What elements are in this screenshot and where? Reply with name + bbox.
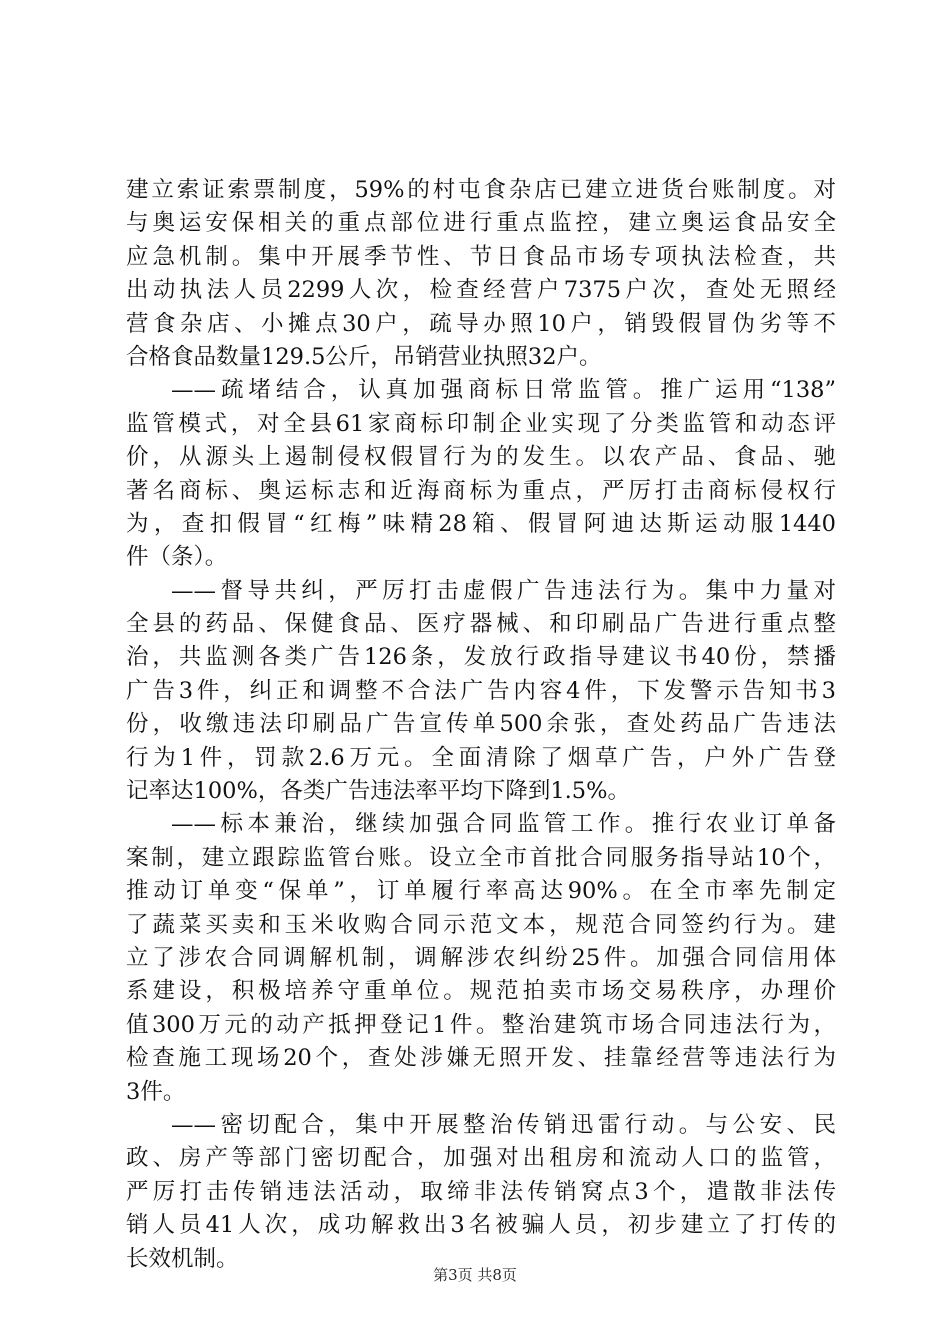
paragraph-first-line: ——密切配合，集中开展整治传销迅雷行动。与公安、民 <box>171 1111 836 1138</box>
text-line: 政、房产等部门密切配合，加强对出租房和流动人口的监管， <box>126 1145 836 1172</box>
text-line: 长效机制。 <box>126 1245 239 1272</box>
text-line: 行为1件，罚款2.6万元。全面清除了烟草广告，户外广告登 <box>126 744 836 771</box>
text-line: 应急机制。集中开展季节性、节日食品市场专项执法检查，共 <box>126 243 836 270</box>
text-line: 建立索证索票制度，59%的村屯食杂店已建立进货台账制度。对 <box>126 177 836 203</box>
text-line: 价，从源头上遏制侵权假冒行为的发生。以农产品、食品、驰 <box>126 444 836 471</box>
text-line: 著名商标、奥运标志和近海商标为重点，严厉打击商标侵权行 <box>126 477 836 504</box>
text-line: 为，查扣假冒“红梅”味精28箱、假冒阿迪达斯运动服1440 <box>126 510 836 537</box>
text-line: 记率达100%，各类广告违法率平均下降到1.5%。 <box>126 778 630 805</box>
paragraph-first-line: ——督导共纠，严厉打击虚假广告违法行为。集中力量对 <box>171 577 836 604</box>
text-line: 检查施工现场20个，查处涉嫌无照开发、挂靠经营等违法行为 <box>126 1045 836 1072</box>
text-line: 出动执法人员2299人次，检查经营户7375户次，查处无照经 <box>126 277 836 304</box>
text-line: 立了涉农合同调解机制，调解涉农纠纷25件。加强合同信用体 <box>126 944 836 971</box>
text-line: 销人员41人次，成功解救出3名被骗人员，初步建立了打传的 <box>126 1212 836 1239</box>
page-footer: 第3页 共8页 <box>433 1266 517 1284</box>
text-line: 推动订单变“保单”，订单履行率高达90%。在全市率先制定 <box>126 878 836 905</box>
text-line: 广告3件，纠正和调整不合法广告内容4件，下发警示告知书3 <box>126 677 836 704</box>
text-line: 全县的药品、保健食品、医疗器械、和印刷品广告进行重点整 <box>126 611 836 638</box>
text-line: 营食杂店、小摊点30户，疏导办照10户，销毁假冒伪劣等不 <box>126 310 836 337</box>
text-line: 案制，建立跟踪监管台账。设立全市首批合同服务指导站10个， <box>126 844 836 871</box>
text-line: 与奥运安保相关的重点部位进行重点监控，建立奥运食品安全 <box>126 210 836 237</box>
text-line: 了蔬菜买卖和玉米收购合同示范文本，规范合同签约行为。建 <box>126 911 836 938</box>
paragraph-first-line: ——疏堵结合，认真加强商标日常监管。推广运用“138” <box>171 377 836 404</box>
document-body <box>126 174 836 1276</box>
paragraph-first-line: ——标本兼治，继续加强合同监管工作。推行农业订单备 <box>171 811 836 838</box>
text-line: 值300万元的动产抵押登记1件。整治建筑市场合同违法行为， <box>126 1011 836 1038</box>
text-line: 严厉打击传销违法活动，取缔非法传销窝点3个，遣散非法传 <box>126 1178 836 1205</box>
text-line: 系建设，积极培养守重单位。规范拍卖市场交易秩序，办理价 <box>126 978 836 1005</box>
text-line: 治，共监测各类广告126条，发放行政指导建议书40份，禁播 <box>126 644 836 671</box>
text-line: 合格食品数量129.5公斤，吊销营业执照32户。 <box>126 343 602 370</box>
text-line: 件（条）。 <box>126 544 228 571</box>
text-line: 3件。 <box>126 1078 186 1105</box>
text-line: 份，收缴违法印刷品广告宣传单500余张，查处药品广告违法 <box>126 711 836 738</box>
text-line: 监管模式，对全县61家商标印制企业实现了分类监管和动态评 <box>126 410 836 437</box>
